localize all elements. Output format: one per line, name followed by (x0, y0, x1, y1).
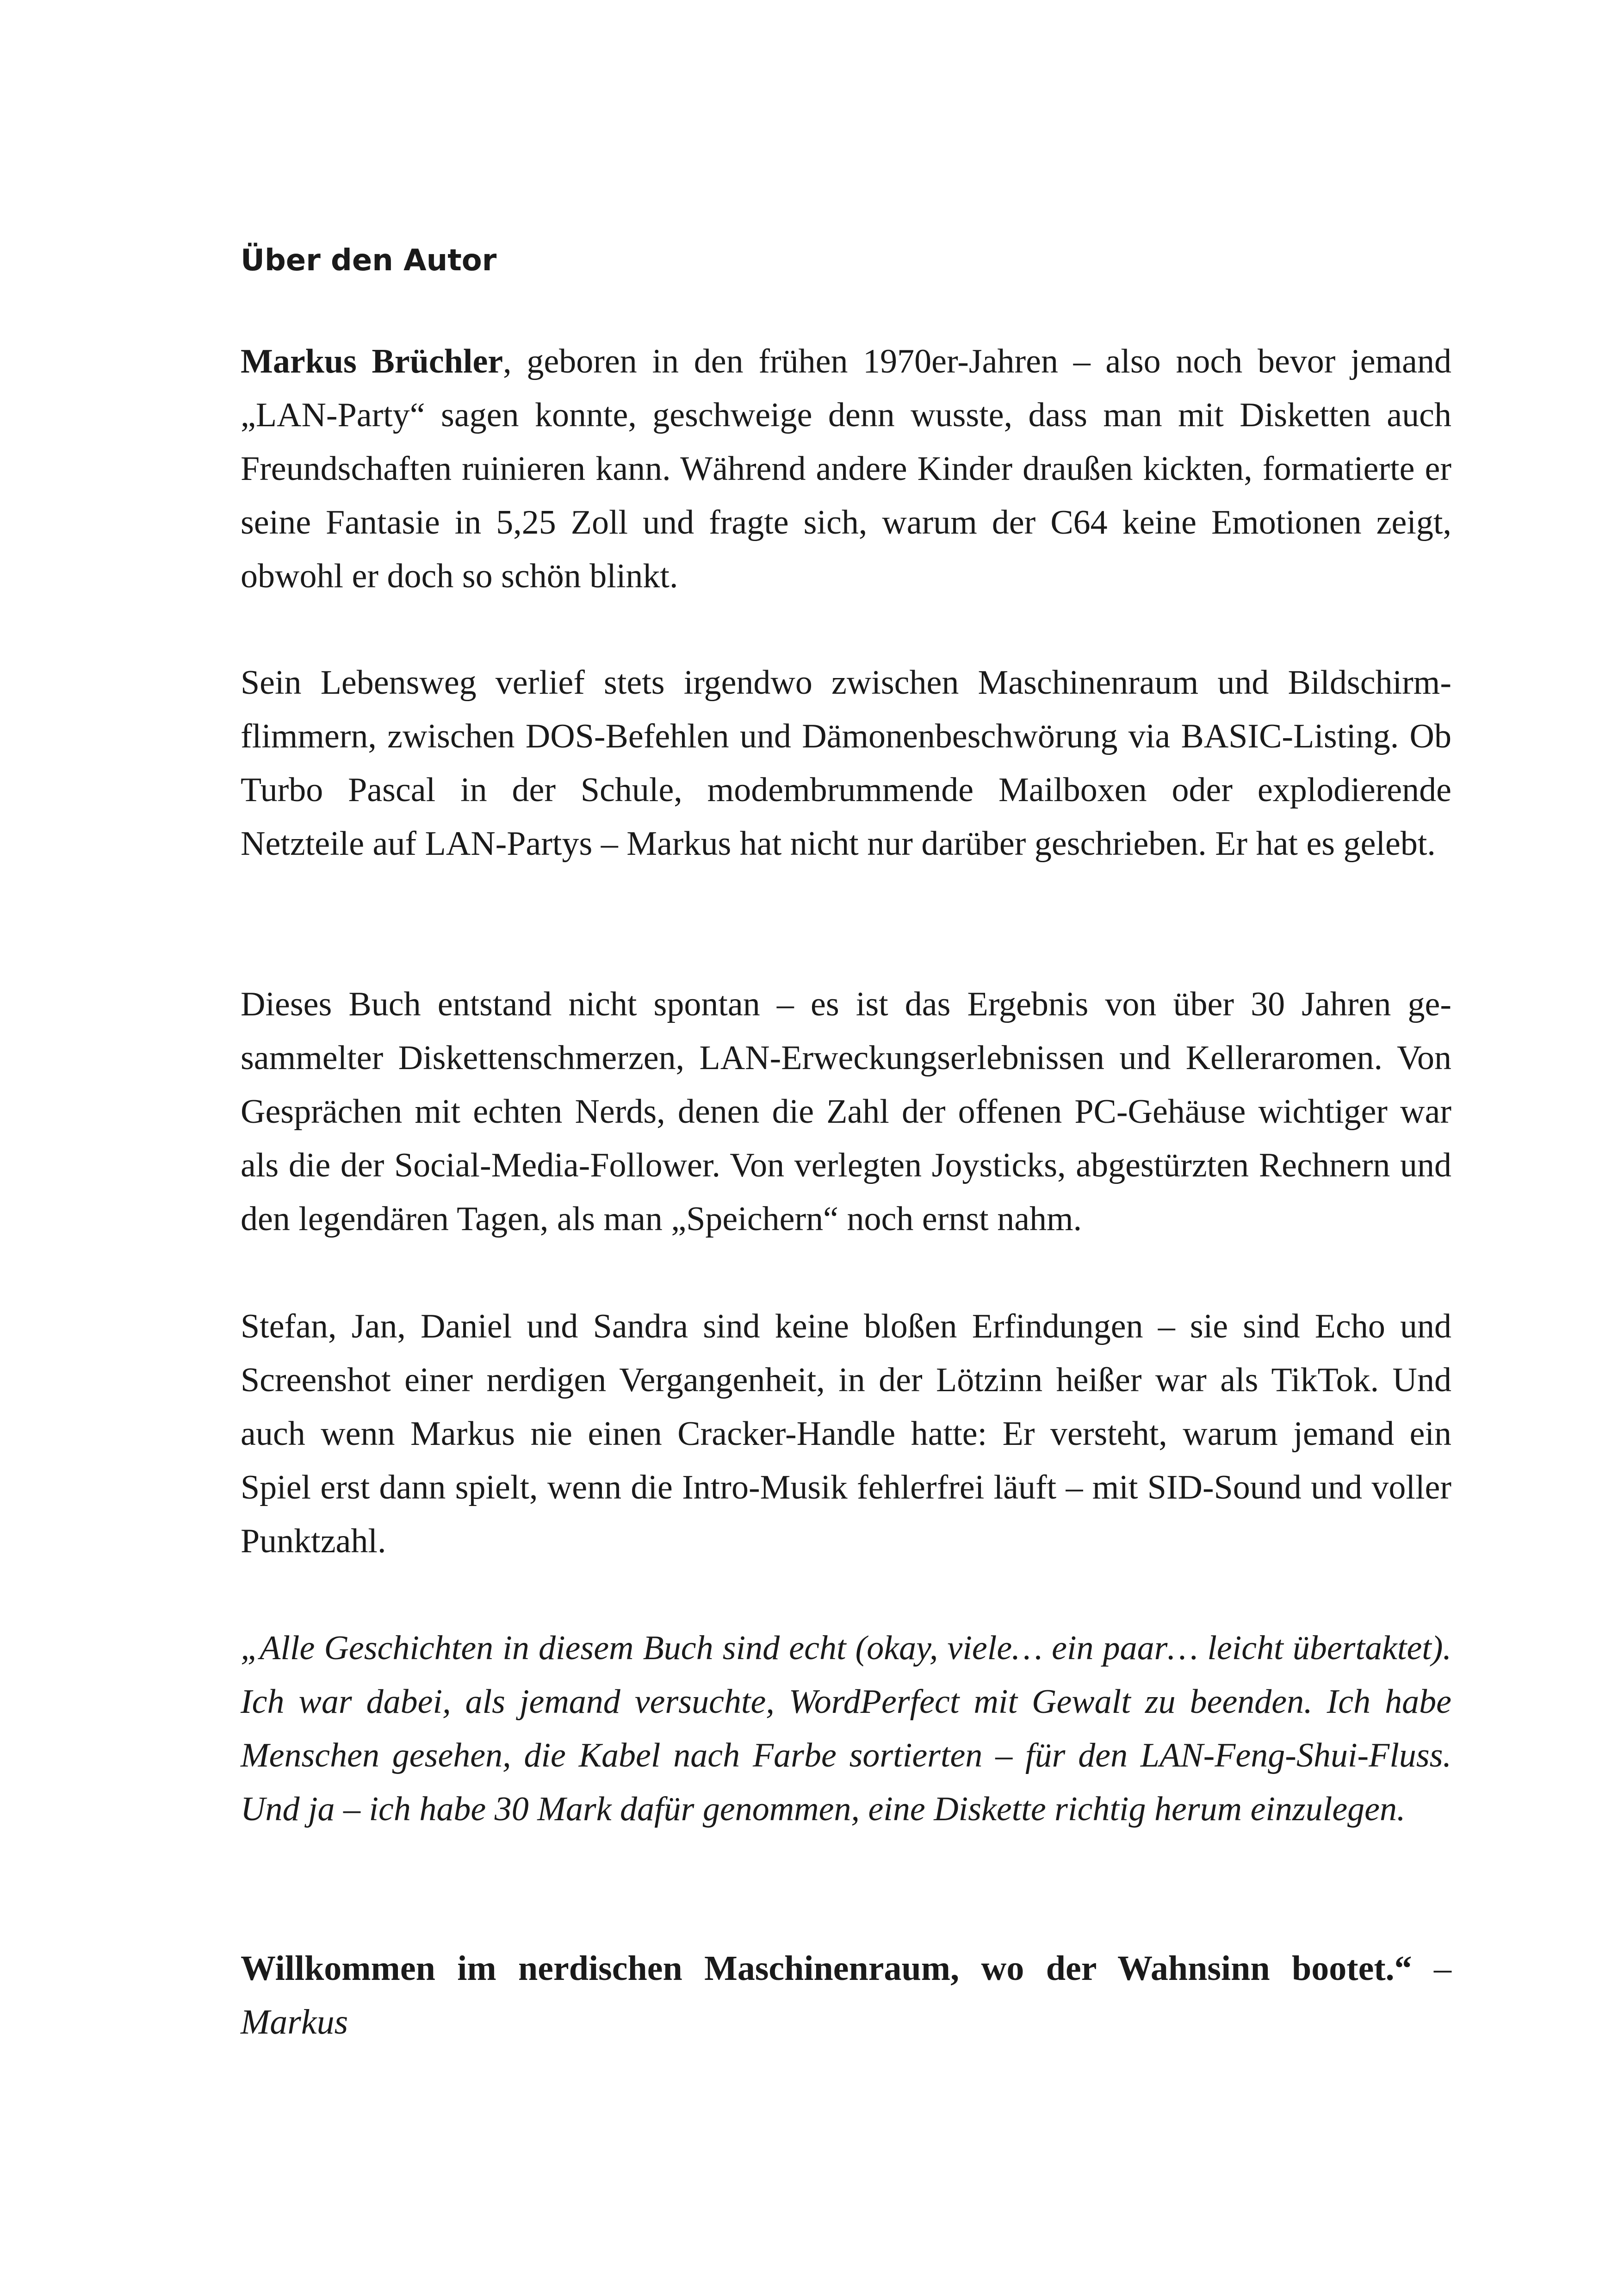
bio-paragraph-book: Dieses Buch entstand nicht spontan – es ist das Ergebnis von über 30 Jahren gesammelter Diskettenschmerzen, LAN-Erweckungserlebnissen und Kelleraromen. Von Gesprächen mit echten Nerds, denen die Zahl der offenen PC-Gehäuse wichtiger war als die der Social-Media-Follower. Von verlegten Joysticks, abgestürzten Rechnern und den legendären Tagen, als man „Speichern“ noch ernst nahm. (241, 985, 1451, 1238)
closing-dash: – (1412, 1949, 1452, 1988)
author-quote: „Alle Geschichten in diesem Buch sind echt (okay, viele… ein paar… leicht übertaktet). Ich war dabei, als jemand versuchte, WordPerfect mit Gewalt zu beenden. Ich habe Menschen gesehen, die Kabel nach Farbe sortierten – für den LAN-Feng-Shui-Fluss. Und ja – ich habe 30 Mark dafür genommen, eine Diskette richtig herum einzulegen. (241, 1629, 1451, 1828)
section-heading: Über den Autor (241, 243, 497, 278)
closing-line (241, 1941, 1451, 1995)
bio-paragraph-characters: Stefan, Jan, Daniel und Sandra sind keine bloßen Erfindungen – sie sind Echo und Screenshot einer nerdigen Vergangenheit, in der Lötzinn heißer war als TikTok. Und auch wenn Markus nie einen Cracker-Handle hatte: Er versteht, warum jemand ein Spiel erst dann spielt, wenn die Intro-Musik fehlerfrei läuft – mit SID-Sound und voller Punktzahl. (241, 1307, 1451, 1560)
closing-statement: Willkommen im nerdischen Maschinenraum, wo der Wahnsinn bootet.“ (241, 1949, 1412, 1988)
bio-paragraph-life: Sein Lebensweg verlief stets irgendwo zwischen Maschinenraum und Bildschirmflimmern, zwischen DOS-Befehlen und Dämonenbeschwörung via BASIC-Listing. Ob Turbo Pascal in der Schule, modembrummende Mailboxen oder explodierende Netzteile auf LAN-Partys – Markus hat nicht nur darüber geschrieben. Er hat es gelebt. (241, 664, 1451, 863)
author-name: Markus Brüchler (241, 342, 503, 380)
author-signature: Markus (241, 2003, 348, 2041)
bio-paragraph-intro (241, 335, 1451, 603)
document-page (241, 0, 1451, 2296)
bio-paragraph-intro-text: , geboren in den frühen 1970er-Jahren – also noch bevor jemand „LAN-Party“ sagen konnte, geschweige denn wusste, dass man mit Disketten auch Freundschaften ruinieren kann. Während andere Kinder draußen kickten, formatierte er seine Fantasie in 5,25 Zoll und fragte sich, warum der C64 keine Emotionen zeigt, obwohl er doch so schön blinkt. (241, 342, 1451, 595)
